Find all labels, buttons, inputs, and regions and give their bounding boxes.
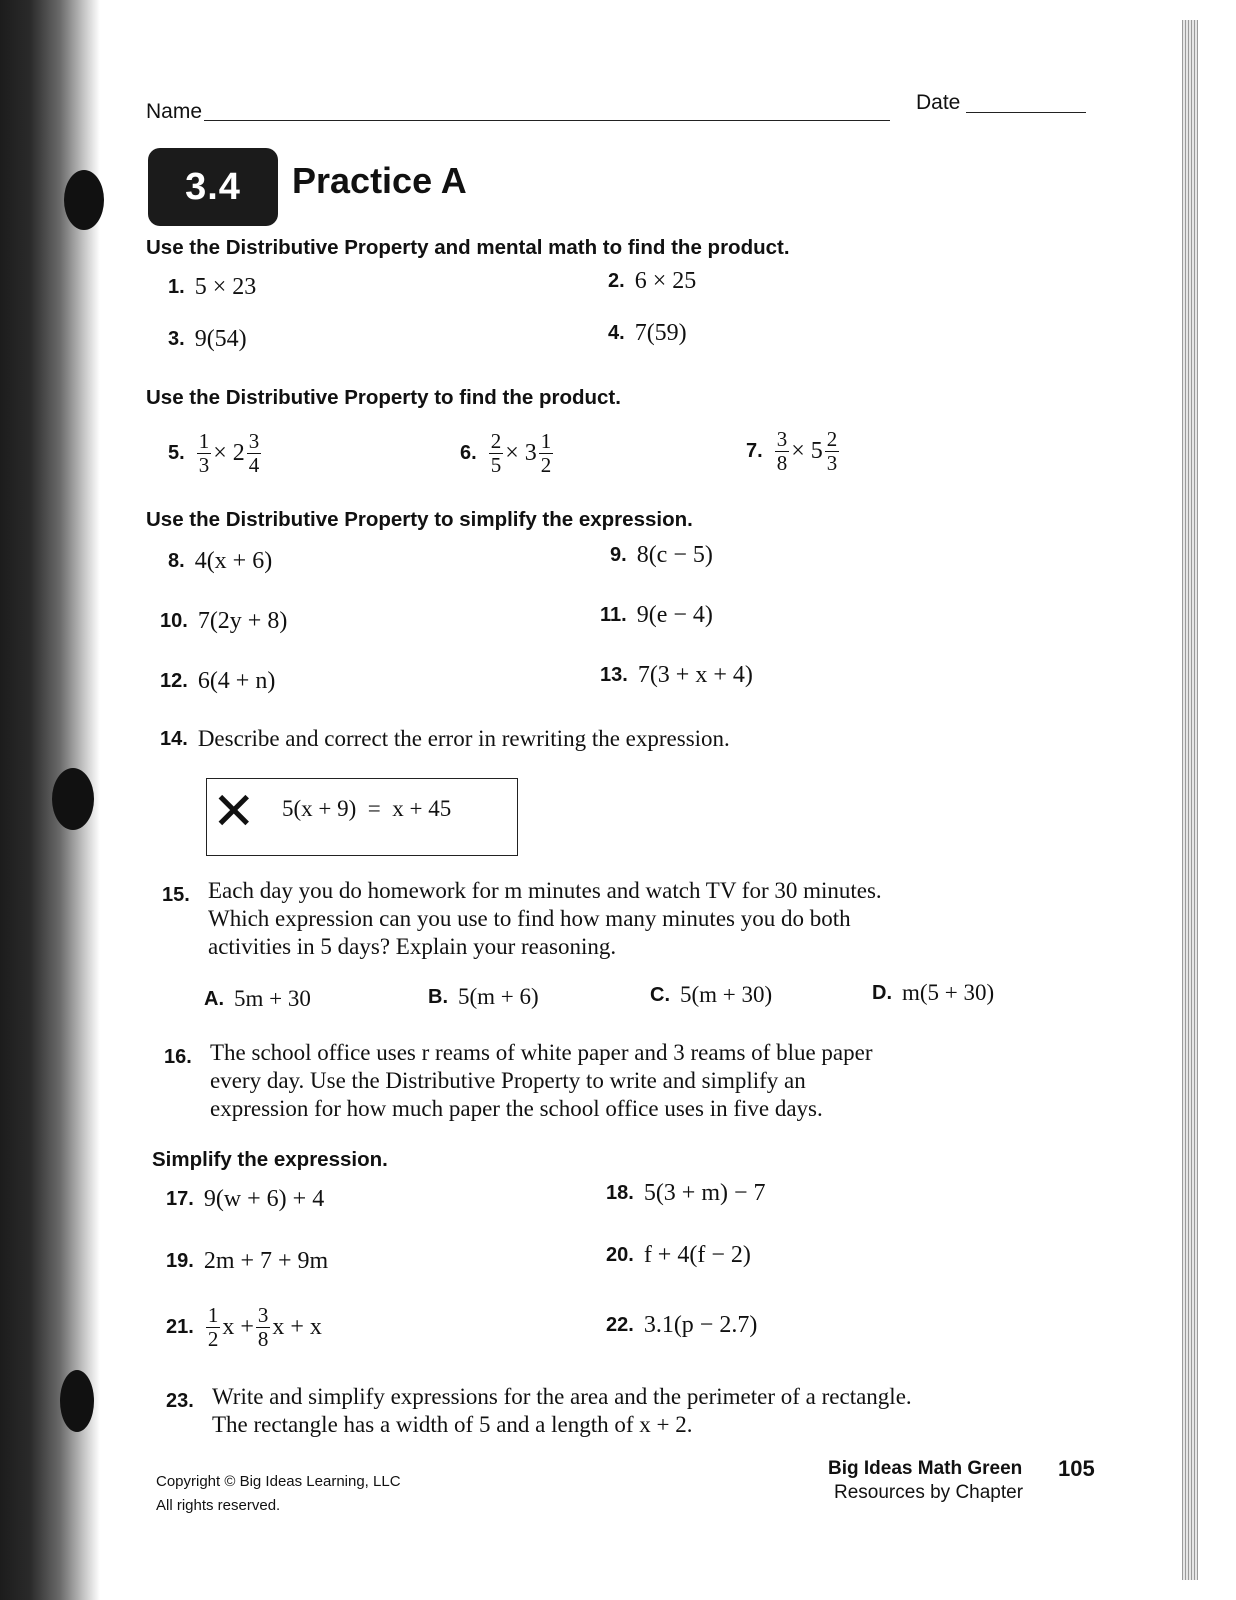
page-right-edge [1182,20,1198,1580]
section-heading-2: Use the Distributive Property to find the product. [146,386,621,409]
problem-number: 22. [606,1314,634,1336]
operator: × 5 [791,438,823,464]
expression: 4(x + 6) [194,548,273,574]
choice-letter: D. [872,981,892,1004]
problem-number: 2. [608,270,625,292]
choice-letter: B. [428,985,448,1008]
fraction: $\frac{3}{8}$ [257,1303,269,1351]
problem-22 [606,1312,757,1339]
problem-23-line-2: The rectangle has a width of 5 and a length of x + 2. [212,1412,693,1437]
expression: 9(e − 4) [636,602,713,628]
binder-hole-top [64,170,104,230]
problem-number: 19. [166,1250,194,1272]
expression: f + 4(f − 2) [643,1242,751,1268]
problem-16-number: 16. [164,1046,192,1068]
fraction: $\frac{1}{2}$ [207,1303,219,1351]
problem-15-line-2: Which expression can you use to find how many minutes you do both [208,906,851,931]
expression: 7(3 + x + 4) [637,662,753,688]
expression: 7(59) [634,320,687,346]
problem-16-line-3: expression for how much paper the school office uses in five days. [210,1096,823,1121]
choice-expression: 5m + 30 [234,986,311,1011]
copyright-text: Copyright © Big Ideas Learning, LLC [156,1473,401,1490]
fraction: $\frac{2}{5}$ [490,429,502,477]
problem-number: 10. [160,610,188,632]
problem-14 [160,726,730,752]
fraction: $\frac{2}{3}$ [826,427,838,475]
problem-8 [168,548,272,575]
problem-15-line-3: activities in 5 days? Explain your reasoning. [208,934,617,959]
page-number: 105 [1058,1456,1095,1481]
resources-label: Resources by Chapter [834,1482,1024,1503]
choice-expression: m(5 + 30) [902,980,995,1005]
rights-text: All rights reserved. [156,1497,281,1514]
book-title: Big Ideas Math Green [828,1458,1023,1479]
problem-number: 1. [168,276,185,298]
problem-number: 7. [746,440,763,462]
operator: × 2 [213,440,245,466]
choice-letter: A. [204,987,224,1010]
problem-17 [166,1186,324,1213]
error-expression: 5(x + 9) = x + 45 [282,796,452,821]
choice-letter: C. [650,983,670,1006]
choice-expression: 5(m + 30) [680,982,773,1007]
problem-number: 9. [610,544,627,566]
problem-16-line-2: every day. Use the Distributive Property to write and simplify an [210,1068,806,1093]
operator: x + [222,1314,254,1340]
problem-2 [608,268,696,295]
section-heading-3: Use the Distributive Property to simplify the expression. [146,508,693,531]
problem-16-line-1: The school office uses r reams of white paper and 3 reams of blue paper [210,1040,873,1065]
binder-hole-middle [52,768,94,830]
expression: 5(3 + m) − 7 [643,1180,766,1206]
expression: 9(54) [194,326,247,352]
problem-number: 8. [168,550,185,572]
expression: 5 × 23 [194,274,257,300]
problem-number: 18. [606,1182,634,1204]
problem-21 [166,1304,322,1351]
problem-number: 13. [600,664,628,686]
expression-tail: x + x [272,1314,322,1340]
expression: 3.1(p − 2.7) [643,1312,758,1338]
date-label: Date [916,91,961,114]
problem-number: 4. [608,322,625,344]
problem-23-number: 23. [166,1390,194,1412]
problem-9 [610,542,713,569]
expression: 6(4 + n) [197,668,276,694]
problem-20 [606,1242,751,1269]
problem-1 [168,274,256,301]
fraction: $\frac{3}{4}$ [248,429,260,477]
expression: 7(2y + 8) [197,608,288,634]
expression: 9(w + 6) + 4 [203,1186,325,1212]
section-heading-1: Use the Distributive Property and mental math to find the product. [146,236,790,259]
problem-7 [746,428,841,475]
problem-19 [166,1248,328,1275]
problem-number: 5. [168,442,185,464]
fraction: $\frac{1}{3}$ [198,429,210,477]
problem-number: 12. [160,670,188,692]
expression: 6 × 25 [634,268,697,294]
problem-15-number: 15. [162,884,190,906]
operator: × 3 [505,440,537,466]
error-x-icon: ✕ [212,783,256,841]
fraction: $\frac{3}{8}$ [776,427,788,475]
page-title: Practice A [292,160,467,201]
problem-11 [600,602,713,629]
choice-a [204,986,311,1012]
problem-number: 3. [168,328,185,350]
problem-4 [608,320,687,347]
problem-number: 6. [460,442,477,464]
problem-number: 14. [160,727,188,750]
problem-18 [606,1180,766,1207]
choice-b [428,984,539,1010]
choice-c [650,982,772,1008]
fraction: $\frac{1}{2}$ [540,429,552,477]
problem-number: 11. [600,604,627,626]
expression: 8(c − 5) [636,542,713,568]
problem-3 [168,326,247,353]
expression: 2m + 7 + 9m [203,1248,329,1274]
section-heading-4: Simplify the expression. [152,1148,388,1171]
name-label: Name [146,100,203,123]
name-line[interactable] [204,120,890,121]
problem-10 [160,608,287,635]
problem-number: 21. [166,1316,194,1338]
date-line[interactable] [966,112,1086,113]
lesson-badge: 3.4 [148,148,278,226]
problem-number: 17. [166,1188,194,1210]
problem-number: 20. [606,1244,634,1266]
problem-12 [160,668,275,695]
problem-23-line-1: Write and simplify expressions for the area and the perimeter of a rectangle. [212,1384,912,1409]
problem-15-line-1: Each day you do homework for m minutes and watch TV for 30 minutes. [208,878,882,903]
problem-text: Describe and correct the error in rewriting the expression. [197,726,730,751]
choice-d [872,980,994,1006]
problem-5 [168,430,263,477]
choice-expression: 5(m + 6) [458,984,539,1009]
problem-6 [460,430,555,477]
binder-hole-bottom [60,1370,94,1432]
problem-13 [600,662,753,689]
